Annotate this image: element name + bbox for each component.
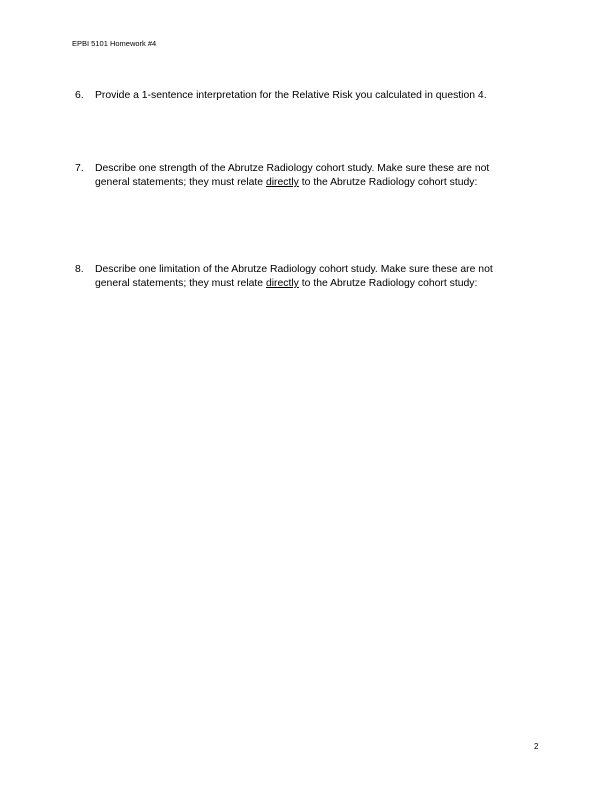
emphasis-directly: directly: [265, 177, 299, 188]
question-line: Describe one limitation of the Abrutze Radiology cohort study. Make sure these are not: [95, 264, 493, 275]
question-8: [75, 263, 545, 291]
question-number: 6.: [75, 90, 84, 101]
question-line: [95, 277, 545, 291]
document-header: EPBI 5101 Homework #4: [72, 39, 157, 48]
question-text: [95, 263, 545, 291]
question-line: [95, 176, 545, 190]
question-7: [75, 162, 545, 190]
question-text: [95, 162, 545, 190]
question-line: Provide a 1-sentence interpretation for the Relative Risk you calculated in question 4.: [95, 90, 487, 101]
question-6: [75, 89, 545, 103]
page-number: 2: [534, 742, 539, 751]
question-line-start: general statements; they must relate: [95, 177, 266, 188]
question-line-start: general statements; they must relate: [95, 278, 266, 289]
question-line: Describe one strength of the Abrutze Radiology cohort study. Make sure these are not: [95, 163, 490, 174]
question-text: [95, 89, 545, 103]
question-line-end: to the Abrutze Radiology cohort study:: [298, 278, 478, 289]
question-number: 8.: [75, 264, 84, 275]
emphasis-directly: directly: [265, 278, 299, 289]
question-line-end: to the Abrutze Radiology cohort study:: [298, 177, 478, 188]
question-number: 7.: [75, 163, 84, 174]
